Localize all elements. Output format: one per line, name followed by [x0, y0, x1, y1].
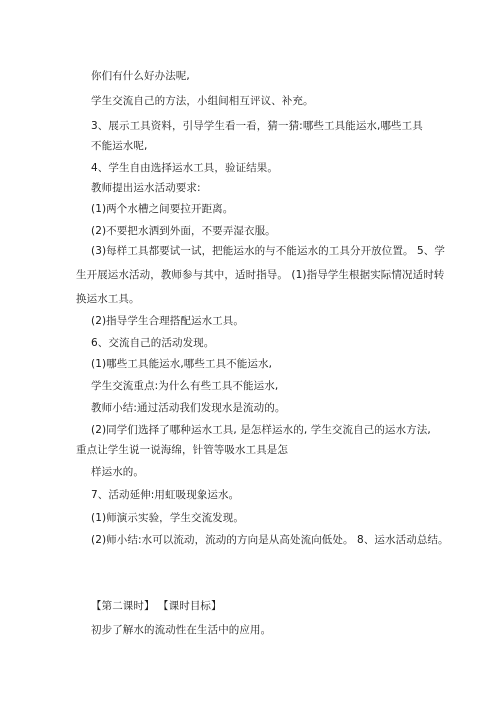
text-line: 初步了解水的流动性在生活中的应用。: [91, 624, 272, 636]
text-line: 你们有什么好办法呢,: [91, 70, 190, 82]
text-line: 3、展示工具资料，引导学生看一看，猜一猜:哪些工具能运水,哪些工具: [91, 120, 423, 132]
text-line: 换运水工具。: [76, 293, 140, 305]
text-line: 生开展运水活动，教师参与其中，适时指导。 (1)指导学生根据实际情况适时转: [76, 269, 445, 281]
text-line: (2)同学们选择了哪种运水工具, 是怎样运水的, 学生交流自己的运水方法,: [91, 424, 431, 436]
text-line: 教师提出运水活动要求:: [91, 182, 201, 194]
text-line: (2)不要把水洒到外面，不要弄湿衣服。: [91, 225, 276, 237]
text-line: 4、学生自由选择运水工具，验证结果。: [91, 162, 278, 174]
text-line: 学生交流自己的方法，小组间相互评议、补充。: [91, 95, 314, 107]
text-line: 学生交流重点:为什么有些工具不能运水,: [91, 380, 279, 392]
text-line: (1)师演示实验，学生交流发现。: [91, 512, 244, 524]
text-line: (1)两个水槽之间要拉开距离。: [91, 203, 234, 215]
text-line: (3)每样工具都要试一试，把能运水的与不能运水的工具分开放位置。 5、学: [91, 245, 445, 257]
text-line: (1)哪些工具能运水,哪些工具不能运水,: [91, 358, 273, 370]
text-line: 重点让学生说一说海绵，针管等吸水工具是怎: [76, 444, 288, 456]
text-line: 7、活动延伸:用虹吸现象运水。: [91, 489, 240, 501]
text-line: 教师小结:通过活动我们发现水是流动的。: [91, 402, 286, 414]
text-line: 6、交流自己的活动发现。: [91, 337, 215, 349]
text-line: (2)指导学生合理搭配运水工具。: [91, 315, 244, 327]
text-line: 样运水的。: [91, 466, 144, 478]
section-heading: 【第二课时】 【课时目标】: [91, 600, 222, 612]
text-line: (2)师小结:水可以流动，流动的方向是从高处流向低处。 8、运水活动总结。: [91, 534, 449, 546]
text-line: 不能运水呢,: [91, 140, 148, 152]
